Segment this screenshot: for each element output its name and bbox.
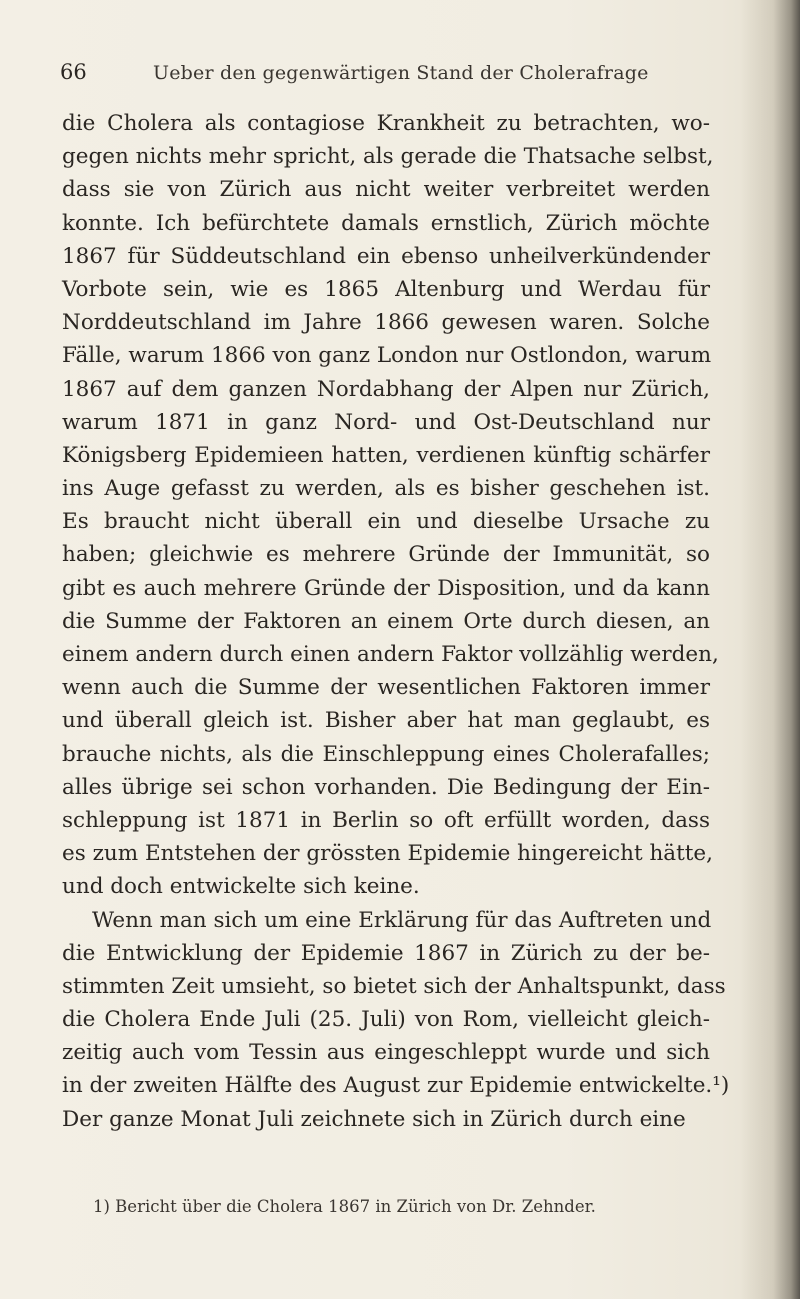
text-line: stimmten Zeit umsieht, so bietet sich der Anhaltspunkt, dass <box>62 973 726 999</box>
text-line: wenn auch die Summe der wesentlichen Faktoren immer <box>62 675 710 701</box>
running-title: Ueber den gegenwärtigen Stand der Cholerafrage <box>153 62 649 84</box>
text-line: 1867 auf dem ganzen Nordabhang der Alpen nur Zürich, <box>62 376 710 402</box>
page-edge-shadow <box>740 0 800 1299</box>
page-header <box>60 60 700 92</box>
text-line: alles übrige sei schon vorhanden. Die Bedingung der Ein- <box>62 774 710 800</box>
text-line: einem andern durch einen andern Faktor vollzählig werden, <box>62 642 719 667</box>
text-line: gegen nichts mehr spricht, als gerade die Thatsache selbst, <box>62 144 714 170</box>
text-line: Fälle, warum 1866 von ganz London nur Ostlondon, warum <box>62 343 712 369</box>
text-line: Vorbote sein, wie es 1865 Altenburg und Werdau für <box>62 276 710 302</box>
text-line: Es braucht nicht überall ein und dieselbe Ursache zu <box>62 509 710 535</box>
text-line: brauche nichts, als die Einschleppung eines Cholerafalles; <box>62 741 710 767</box>
text-line: in der zweiten Hälfte des August zur Epidemie entwickelte.¹) <box>62 1073 730 1099</box>
body-text <box>62 107 730 1136</box>
text-line: Wenn man sich um eine Erklärung für das Auftreten und <box>92 907 712 933</box>
text-line: Norddeutschland im Jahre 1866 gewesen waren. Solche <box>62 310 710 336</box>
text-line: dass sie von Zürich aus nicht weiter verbreitet werden <box>62 177 710 203</box>
text-line: gibt es auch mehrere Gründe der Disposition, und da kann <box>62 575 710 601</box>
text-line: schleppung ist 1871 in Berlin so oft erfüllt worden, dass <box>62 807 710 833</box>
text-line: und doch entwickelte sich keine. <box>62 874 420 900</box>
text-line: die Cholera als contagiose Krankheit zu betrachten, wo- <box>62 111 710 136</box>
footnote: 1) Bericht über die Cholera 1867 in Zürich von Dr. Zehnder. <box>93 1197 596 1216</box>
text-line: konnte. Ich befürchtete damals ernstlich, Zürich möchte <box>62 210 710 236</box>
text-line: warum 1871 in ganz Nord- und Ost-Deutschland nur <box>62 409 710 435</box>
text-line: und überall gleich ist. Bisher aber hat man geglaubt, es <box>62 708 710 734</box>
text-line: Königsberg Epidemieen hatten, verdienen künftig schärfer <box>62 442 710 468</box>
text-line: die Cholera Ende Juli (25. Juli) von Rom, vielleicht gleich- <box>62 1007 710 1033</box>
text-line: es zum Entstehen der grössten Epidemie hingereicht hätte, <box>62 841 713 867</box>
page-number: 66 <box>60 60 87 84</box>
text-line: die Summe der Faktoren an einem Orte durch diesen, an <box>62 608 710 634</box>
text-line: die Entwicklung der Epidemie 1867 in Zürich zu der be- <box>62 940 710 966</box>
text-line: Der ganze Monat Juli zeichnete sich in Zürich durch eine <box>62 1106 686 1132</box>
text-line: zeitig auch vom Tessin aus eingeschleppt wurde und sich <box>62 1040 710 1066</box>
paragraph <box>62 904 730 1136</box>
text-line: haben; gleichwie es mehrere Gründe der Immunität, so <box>62 542 710 568</box>
paragraph <box>62 107 719 904</box>
text-line: 1867 für Süddeutschland ein ebenso unheilverkündender <box>62 243 710 269</box>
text-line: ins Auge gefasst zu werden, als es bisher geschehen ist. <box>62 476 710 502</box>
